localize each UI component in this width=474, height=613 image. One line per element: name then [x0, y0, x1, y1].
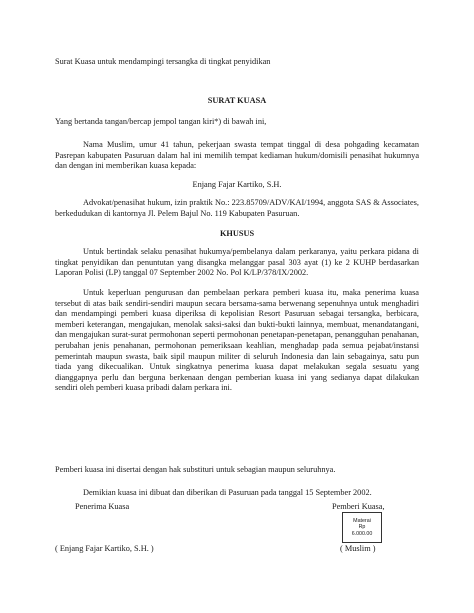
substitution-line: Pemberi kuasa ini disertai dengan hak substituri untuk sebagian maupun seluruhnya. — [55, 465, 336, 474]
stamp-line-1: Materai — [353, 517, 371, 524]
stamp-line-3: 6.000.00 — [351, 530, 373, 537]
recipient-label: Penerima Kuasa — [75, 502, 130, 511]
stamp-box — [342, 512, 382, 543]
stamp-line-2: Rp — [358, 524, 366, 531]
document-title: SURAT KUASA — [207, 96, 267, 105]
opening-line: Yang bertanda tangan/bercap jempol tangan kiri*) di bawah ini, — [55, 117, 267, 126]
closing-line: Demikian kuasa ini dibuat dan diberikan di Pasuruan pada tanggal 15 September 2002. — [83, 488, 372, 497]
recipient-name: ( Enjang Fajar Kartiko, S.H. ) — [55, 544, 154, 553]
grantor-label: Pemberi Kuasa, — [332, 502, 385, 511]
special-paragraph-2: Untuk keperluan pengurusan dan pembelaan perkara pemberi kuasa itu, maka penerima kuasa tersebut di atas baik sendiri-sendiri maupun secara bersama-sama berwenang sepenuhnya untuk menghadiri dan mendampingi pemberi kuasa diperiksa di kepolisian Resort Pasuruan sebagai tersangka, berbicara, memberi keterangan, mengajukan, menolak saksi-saksi dan bukti-bukti lainnya, membuat, menandatangani, dan mengajukan surat-surat permohonan seperti permohonan penetapan-penetapan, penangguhan penahanan, perubahan jenis penahanan, permohonan pemeriksaan keahlian, menghadap pada semua pejabat/instansi pemerintah maupun swasta, baik sipil maupun militer di seluruh Indonesia dan lain sebagainya, satu pun tiada yang dikecualikan. Untuk singkatnya penerima kuasa dapat melakukan segala sesuatu yang dianggapnya perlu dan berguna berkenaan dengan pemberian kuasa ini yang sedianya dapat dilakukan sendiri oleh pemberi kuasa pribadi dalam perkara ini. — [55, 288, 419, 393]
subject-line: Surat Kuasa untuk mendampingi tersangka di tingkat penyidikan — [55, 57, 271, 66]
section-heading: KHUSUS — [219, 229, 255, 238]
grantor-paragraph: Nama Muslim, umur 41 tahun, pekerjaan swasta tempat tinggal di desa pohgading kecamatan Pasrepan kabupaten Pasuruan dalam hal ini memilih tempat kediaman hukum/domisili penasihat hukumnya dan dengan ini memberikan kuasa kepada: — [55, 140, 419, 171]
grantor-name: ( Muslim ) — [340, 544, 376, 553]
special-paragraph-1: Untuk bertindak selaku penasihat hukumya/pembelanya dalam perkaranya, yaitu perkara pidana di tingkat penyidikan dan penuntutan yang disangka melanggar pasal 303 ayat (1) ke 2 KUHP berdasarkan Laporan Polisi (LP) tanggal 07 September 2002 No. Pol K/LP/378/IX/2002. — [55, 247, 419, 278]
attorney-name: Enjang Fajar Kartiko, S.H. — [192, 180, 282, 189]
attorney-paragraph: Advokat/penasihat hukum, izin praktik No.: 223.85709/ADV/KAI/1994, anggota SAS & Associates, berkedudukan di kantornya Jl. Pelem Bajul No. 119 Kabupaten Pasuruan. — [55, 198, 419, 218]
